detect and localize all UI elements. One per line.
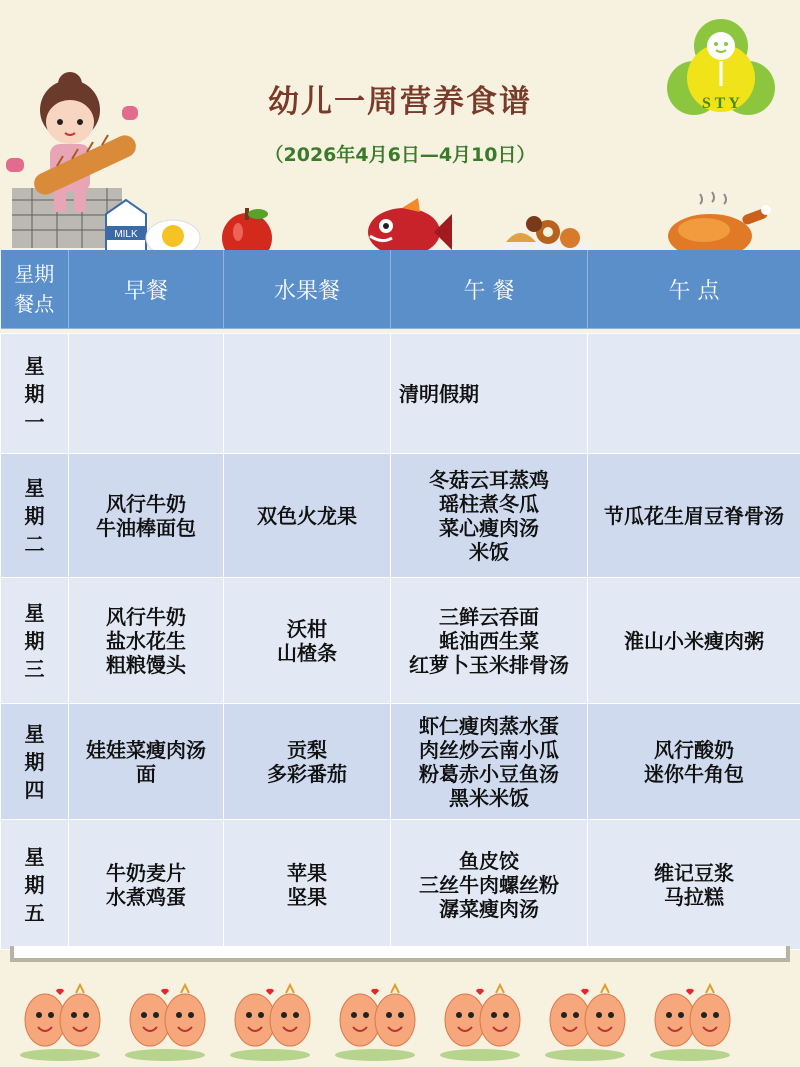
header-breakfast: 早餐 <box>69 250 224 329</box>
day-char: 期 <box>24 628 45 653</box>
menu-item: 蚝油西生菜 <box>439 628 539 653</box>
day-cell-monday <box>1 334 69 454</box>
tuesday-breakfast <box>69 454 224 578</box>
thursday-lunch <box>391 704 588 820</box>
date-range: （2026年4月6日—4月10日） <box>264 144 536 166</box>
menu-item: 潺菜瘦肉汤 <box>439 896 539 921</box>
menu-item: 迷你牛角包 <box>644 761 744 786</box>
table-row-wednesday <box>1 578 800 704</box>
tuesday-snack <box>588 454 800 578</box>
menu-item: 面 <box>136 761 156 786</box>
sty-logo <box>662 16 780 126</box>
menu-item: 肉丝炒云南小瓜 <box>419 737 559 762</box>
friday-fruit <box>224 820 391 950</box>
day-cell-friday <box>1 820 69 950</box>
tuesday-lunch <box>391 454 588 578</box>
monday-snack <box>588 334 800 454</box>
menu-item: 风行酸奶 <box>654 737 734 762</box>
logo-text: S T Y <box>702 95 740 112</box>
menu-item: 娃娃菜瘦肉汤 <box>86 737 206 762</box>
monday-lunch <box>391 334 588 454</box>
page-title: 幼儿一周营养食谱 <box>268 84 532 120</box>
day-char: 星 <box>24 721 45 746</box>
friday-lunch <box>391 820 588 950</box>
menu-item: 红萝卜玉米排骨汤 <box>409 652 569 677</box>
menu-item: 粉葛赤小豆鱼汤 <box>419 761 559 786</box>
menu-item: 粗粮馒头 <box>106 652 186 677</box>
menu-item: 鱼皮饺 <box>459 848 519 873</box>
table-row-friday <box>1 820 800 950</box>
wednesday-breakfast <box>69 578 224 704</box>
day-char: 一 <box>24 409 45 434</box>
monday-breakfast <box>69 334 224 454</box>
menu-item: 马拉糕 <box>664 884 724 909</box>
day-char: 星 <box>24 600 45 625</box>
day-char: 星 <box>24 844 45 869</box>
thursday-breakfast <box>69 704 224 820</box>
wednesday-fruit <box>224 578 391 704</box>
menu-item: 水煮鸡蛋 <box>106 884 186 909</box>
menu-item: 风行牛奶 <box>106 604 186 629</box>
menu-item: 牛油棒面包 <box>96 515 196 540</box>
header-fruit: 水果餐 <box>224 250 391 329</box>
menu-item: 风行牛奶 <box>106 491 186 516</box>
thursday-fruit <box>224 704 391 820</box>
milk-label: MILK <box>114 229 138 240</box>
day-char: 四 <box>24 777 45 802</box>
menu-item: 节瓜花生眉豆脊骨汤 <box>604 503 784 528</box>
table-row-tuesday <box>1 454 800 578</box>
menu-item: 盐水花生 <box>106 628 186 653</box>
menu-item: 双色火龙果 <box>257 503 357 528</box>
menu-item: 瑶柱煮冬瓜 <box>439 491 539 516</box>
menu-item: 黑米米饭 <box>449 785 529 810</box>
day-char: 星 <box>24 353 45 378</box>
table-bottom-frame <box>10 946 790 962</box>
day-char: 期 <box>24 381 45 406</box>
menu-item: 山楂条 <box>277 640 337 665</box>
menu-item: 三丝牛肉螺丝粉 <box>419 872 559 897</box>
table-row-thursday <box>1 704 800 820</box>
egg-couple-icon <box>20 985 100 1061</box>
menu-item: 维记豆浆 <box>654 860 734 885</box>
friday-breakfast <box>69 820 224 950</box>
wednesday-lunch <box>391 578 588 704</box>
day-cell-wednesday <box>1 578 69 704</box>
menu-item: 虾仁瘦肉蒸水蛋 <box>419 713 559 738</box>
menu-item: 坚果 <box>287 884 327 909</box>
wednesday-snack <box>588 578 800 704</box>
header-snack: 午 点 <box>588 250 800 329</box>
menu-item: 菜心瘦肉汤 <box>439 515 539 540</box>
header-corner <box>1 250 69 329</box>
header-lunch: 午 餐 <box>391 250 588 329</box>
day-char: 星 <box>24 475 45 500</box>
day-char: 期 <box>24 503 45 528</box>
menu-item: 沃柑 <box>287 616 327 641</box>
day-cell-thursday <box>1 704 69 820</box>
menu-item: 贡梨 <box>287 737 327 762</box>
menu-item: 牛奶麦片 <box>106 860 186 885</box>
day-char: 三 <box>24 656 45 681</box>
day-char: 五 <box>24 900 45 925</box>
menu-item: 淮山小米瘦肉粥 <box>624 628 764 653</box>
menu-item: 苹果 <box>287 860 327 885</box>
menu-item: 三鲜云吞面 <box>439 604 539 629</box>
header-corner-meal: 餐点 <box>14 292 55 316</box>
day-char: 二 <box>24 531 45 556</box>
day-cell-tuesday <box>1 454 69 578</box>
holiday-label: 清明假期 <box>399 381 479 406</box>
thursday-snack <box>588 704 800 820</box>
day-char: 期 <box>24 872 45 897</box>
day-char: 期 <box>24 749 45 774</box>
header-corner-day: 星期 <box>14 262 55 286</box>
tuesday-fruit <box>224 454 391 578</box>
monday-fruit <box>224 334 391 454</box>
friday-snack <box>588 820 800 950</box>
table-row-monday <box>1 334 800 454</box>
menu-item: 多彩番茄 <box>267 761 347 786</box>
weekly-menu-table <box>0 250 800 950</box>
menu-item: 米饭 <box>469 539 509 564</box>
menu-item: 冬菇云耳蒸鸡 <box>429 467 549 492</box>
egg-couples-border <box>0 975 800 1065</box>
table-header-row <box>1 250 800 329</box>
